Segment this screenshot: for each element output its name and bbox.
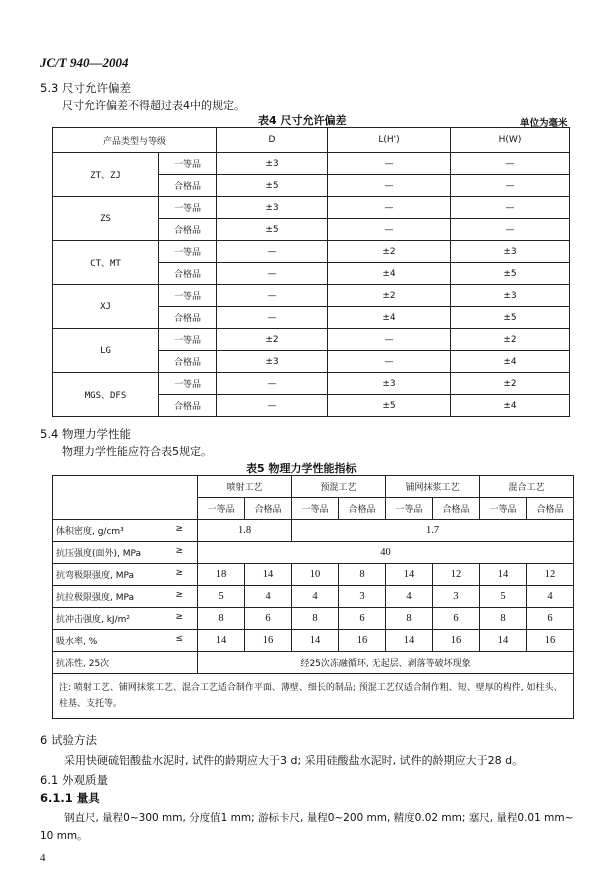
table4-cell: — [328,197,451,219]
table5-cell: 6 [339,608,386,630]
table5-grade: 一等品 [386,498,433,520]
table5-cell: 14 [480,630,527,652]
table4-cell: ±2 [328,241,451,263]
table5-label-symbol: ≥ [175,568,183,578]
table4-group-name: XJ [53,285,159,329]
table4-cell: — [451,175,570,197]
table4-cell: — [328,219,451,241]
table5-row-label [53,564,198,586]
section-6-title: 6 试验方法 [40,733,97,747]
table4-cell: ±5 [451,263,570,285]
table4-cell: — [328,351,451,373]
table4-cell: ±3 [451,285,570,307]
table5-cell: 12 [527,564,574,586]
table5-cell: 14 [198,630,245,652]
table4-cell: ±2 [451,329,570,351]
table5-corner [53,476,198,520]
table5-label-text: 吸水率, % [56,637,98,647]
table5-cell: 14 [386,564,433,586]
table5-grade: 合格品 [433,498,480,520]
table5-grade: 一等品 [198,498,245,520]
table4-grade: 合格品 [159,263,217,285]
table4-cell: ±4 [451,395,570,417]
table4-grade: 合格品 [159,351,217,373]
table4-header-h: H(W) [451,128,570,153]
table5-grade: 合格品 [527,498,574,520]
table5-cell: 16 [245,630,292,652]
table5-density-value: 1.8 [198,520,292,542]
table5-density-value: 1.7 [292,520,574,542]
table4-cell: — [217,241,328,263]
table4-cell: ±4 [328,307,451,329]
table5-frost-text: 经25次冻融循环, 无起层、剥落等破坏现象 [198,652,574,674]
table5-cell: 16 [339,630,386,652]
table4-group-name: LG [53,329,159,373]
table5-compress-value: 40 [198,542,574,564]
table4-group-name: ZS [53,197,159,241]
tools-text-line1: 钢直尺, 量程0~300 mm, 分度值1 mm; 游标卡尺, 量程0~200 mm, 精度0.02 mm; 塞尺, 量程0.01 mm~ [64,812,574,824]
table4-grade: 一等品 [159,373,217,395]
table4-cell: ±2 [217,329,328,351]
section-6-text: 采用快硬硫铝酸盐水泥时, 试件的龄期应大于3 d; 采用硅酸盐水泥时, 试件的龄期应大于28 d。 [64,754,524,767]
table5-row-label [53,542,198,564]
section-5-3-text: 尺寸允许偏差不得超过表4中的规定。 [62,99,245,112]
table5-process: 预混工艺 [292,476,386,498]
table4-grade: 合格品 [159,175,217,197]
page-number: 4 [40,852,46,864]
table4-cell: — [217,395,328,417]
table5-grade: 一等品 [292,498,339,520]
table4-cell: — [217,285,328,307]
table4-cell: ±2 [451,373,570,395]
table4-cell: — [217,373,328,395]
tools-text-line2: 10 mm。 [40,830,88,842]
table4-grade: 一等品 [159,329,217,351]
table4 [52,127,570,417]
section-6-1-title: 6.1 外观质量 [40,773,108,787]
table4-grade: 合格品 [159,219,217,241]
table5-cell: 14 [245,564,292,586]
table5-process: 喷射工艺 [198,476,292,498]
table5-row-label [53,608,198,630]
table5-cell: 16 [527,630,574,652]
table4-grade: 一等品 [159,285,217,307]
table5-label-text: 抗冲击强度, kJ/m² [56,615,130,625]
table5-label-text: 抗弯极限强度, MPa [56,571,135,581]
table4-cell: ±5 [217,175,328,197]
standard-number: JC/T 940—2004 [40,55,129,70]
table5-cell: 6 [527,608,574,630]
table5-row-label [53,586,198,608]
table4-grade: 合格品 [159,307,217,329]
table5-label-symbol: ≥ [175,590,183,600]
table5-cell: 4 [527,586,574,608]
table5-label-symbol: ≥ [175,612,183,622]
table5-grade: 一等品 [480,498,527,520]
table4-cell: ±2 [328,285,451,307]
table4-cell: — [217,307,328,329]
table5-cell: 8 [386,608,433,630]
table5-cell: 12 [433,564,480,586]
table4-cell: — [451,153,570,175]
table5 [52,475,574,719]
table5-process: 铺网抹浆工艺 [386,476,480,498]
table5-cell: 10 [292,564,339,586]
table5-grade: 合格品 [339,498,386,520]
table5-cell: 3 [433,586,480,608]
table4-grade: 一等品 [159,153,217,175]
table5-label-symbol: ≥ [175,524,183,534]
table4-cell: ±4 [451,351,570,373]
table5-cell: 5 [480,586,527,608]
table4-header-product: 产品类型与等级 [53,128,217,153]
table4-cell: ±3 [217,153,328,175]
table5-process: 混合工艺 [480,476,574,498]
table4-header-l: L(H') [328,128,451,153]
section-5-3-title: 5.3 尺寸允许偏差 [40,81,131,95]
table4-cell: ±3 [328,373,451,395]
table5-label-symbol: ≤ [175,634,183,644]
table4-cell: — [451,197,570,219]
table5-grade: 合格品 [245,498,292,520]
table5-cell: 6 [245,608,292,630]
table5-cell: 3 [339,586,386,608]
table4-group-name: ZT、ZJ [53,153,159,197]
table5-caption: 表5 物理力学性能指标 [246,462,357,475]
table5-cell: 4 [245,586,292,608]
table4-unit: 单位为毫米 [520,118,568,129]
table5-cell: 4 [292,586,339,608]
section-5-4-text: 物理力学性能应符合表5规定。 [62,445,212,458]
table4-cell: — [451,219,570,241]
table4-cell: ±4 [328,263,451,285]
table4-cell: ±3 [451,241,570,263]
table4-group-name: MGS、DFS [53,373,159,417]
table4-cell: — [328,153,451,175]
table5-cell: 8 [198,608,245,630]
table4-cell: — [328,175,451,197]
table5-label-symbol: ≥ [175,546,183,556]
table5-note: 注: 喷射工艺、铺网抹浆工艺、混合工艺适合制作平面、薄壁、细长的制品; 预混工艺仅适合制作粗、短、壁厚的构件, 如柱头、柱基、支托等。 [53,674,574,719]
section-5-4-title: 5.4 物理力学性能 [40,427,131,441]
table5-cell: 4 [386,586,433,608]
table5-cell: 8 [339,564,386,586]
table5-frost-label: 抗冻性, 25次 [53,652,198,674]
table5-cell: 6 [433,608,480,630]
table4-grade: 一等品 [159,197,217,219]
table5-row-label [53,520,198,542]
table5-label-text: 抗拉极限强度, MPa [56,593,135,603]
table5-cell: 18 [198,564,245,586]
table4-header-d: D [217,128,328,153]
section-6-1-1-title: 6.1.1 量具 [40,791,100,805]
table4-grade: 合格品 [159,395,217,417]
table4-cell: ±5 [451,307,570,329]
table4-caption: 表4 尺寸允许偏差 [258,114,347,127]
table5-row-label [53,630,198,652]
table4-cell: ±5 [328,395,451,417]
table4-cell: ±5 [217,219,328,241]
table4-grade: 一等品 [159,241,217,263]
table4-group-name: CT、MT [53,241,159,285]
table4-cell: ±3 [217,197,328,219]
table4-cell: ±3 [217,351,328,373]
table5-cell: 5 [198,586,245,608]
table5-label-text: 抗压强度(面外), MPa [56,549,142,559]
table5-cell: 14 [386,630,433,652]
table4-cell: — [217,263,328,285]
table5-cell: 8 [480,608,527,630]
table5-cell: 8 [292,608,339,630]
table5-cell: 14 [292,630,339,652]
table4-cell: — [328,329,451,351]
table5-cell: 16 [433,630,480,652]
table5-label-text: 体积密度, g/cm³ [56,527,124,537]
table5-cell: 14 [480,564,527,586]
